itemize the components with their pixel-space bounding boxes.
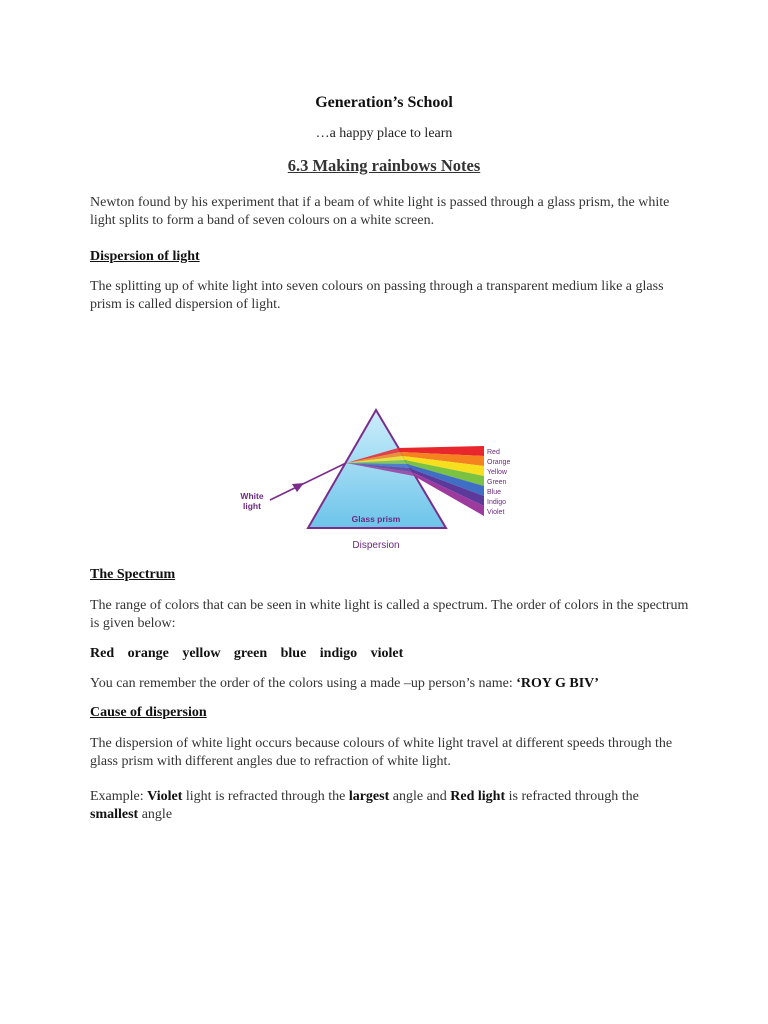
band-label-blue: Blue xyxy=(487,488,502,496)
cause-heading: Cause of dispersion xyxy=(90,705,207,720)
example-paragraph xyxy=(90,788,670,824)
band-label-yellow: Yellow xyxy=(487,468,507,476)
example-smallest: smallest xyxy=(90,807,139,822)
band-label-red: Red xyxy=(487,448,500,456)
spectrum-heading: The Spectrum xyxy=(90,567,176,582)
example-red-light: Red light xyxy=(450,789,506,804)
band-labels xyxy=(487,449,510,516)
intro-paragraph: Newton found by his experiment that if a beam of white light is passed through a glass prism, the white light splits to form a band of seven colours on a white screen. xyxy=(90,195,670,228)
dispersion-heading: Dispersion of light xyxy=(90,249,200,264)
example-text-1: Example: xyxy=(90,789,148,804)
example-text-4: is refracted through the xyxy=(505,789,639,804)
cause-paragraph: The dispersion of white light occurs because colours of white light travel at different speeds through the glass prism with different angles due to refraction of white light. xyxy=(90,736,673,769)
band-label-violet: Violet xyxy=(487,508,505,516)
white-light-label-line1: White xyxy=(240,491,264,501)
mnemonic-text: You can remember the order of the colors using a made –up person’s name: xyxy=(90,676,517,691)
example-text-5: angle xyxy=(138,807,173,822)
mnemonic-name: ‘ROY G BIV’ xyxy=(516,676,599,691)
figure-caption: Dispersion xyxy=(352,540,400,551)
band-label-orange: Orange xyxy=(487,458,511,466)
ray-arrow-icon xyxy=(292,483,304,492)
example-violet: Violet xyxy=(147,789,183,804)
color-order-list: Red orange yellow green blue indigo violet xyxy=(90,646,404,661)
page-title: 6.3 Making rainbows Notes xyxy=(287,156,481,175)
example-text-3: angle and xyxy=(389,789,451,804)
band-label-indigo: Indigo xyxy=(487,498,507,506)
dispersion-paragraph: The splitting up of white light into seven colours on passing through a transparent medium like a glass prism is called dispersion of light. xyxy=(90,279,664,312)
white-light-label-line2: light xyxy=(243,501,261,511)
spectrum-paragraph: The range of colors that can be seen in white light is called a spectrum. The order of colors in the spectrum is given below: xyxy=(90,598,689,631)
mnemonic-line xyxy=(90,675,690,693)
example-largest: largest xyxy=(348,789,390,804)
prism-dispersion-diagram xyxy=(226,388,546,556)
example-text-2: light is refracted through the xyxy=(182,789,349,804)
band-label-green: Green xyxy=(487,478,507,486)
glass-prism-label: Glass prism xyxy=(351,514,401,524)
school-tagline: …a happy place to learn xyxy=(315,126,453,141)
school-name: Generation’s School xyxy=(315,94,453,111)
